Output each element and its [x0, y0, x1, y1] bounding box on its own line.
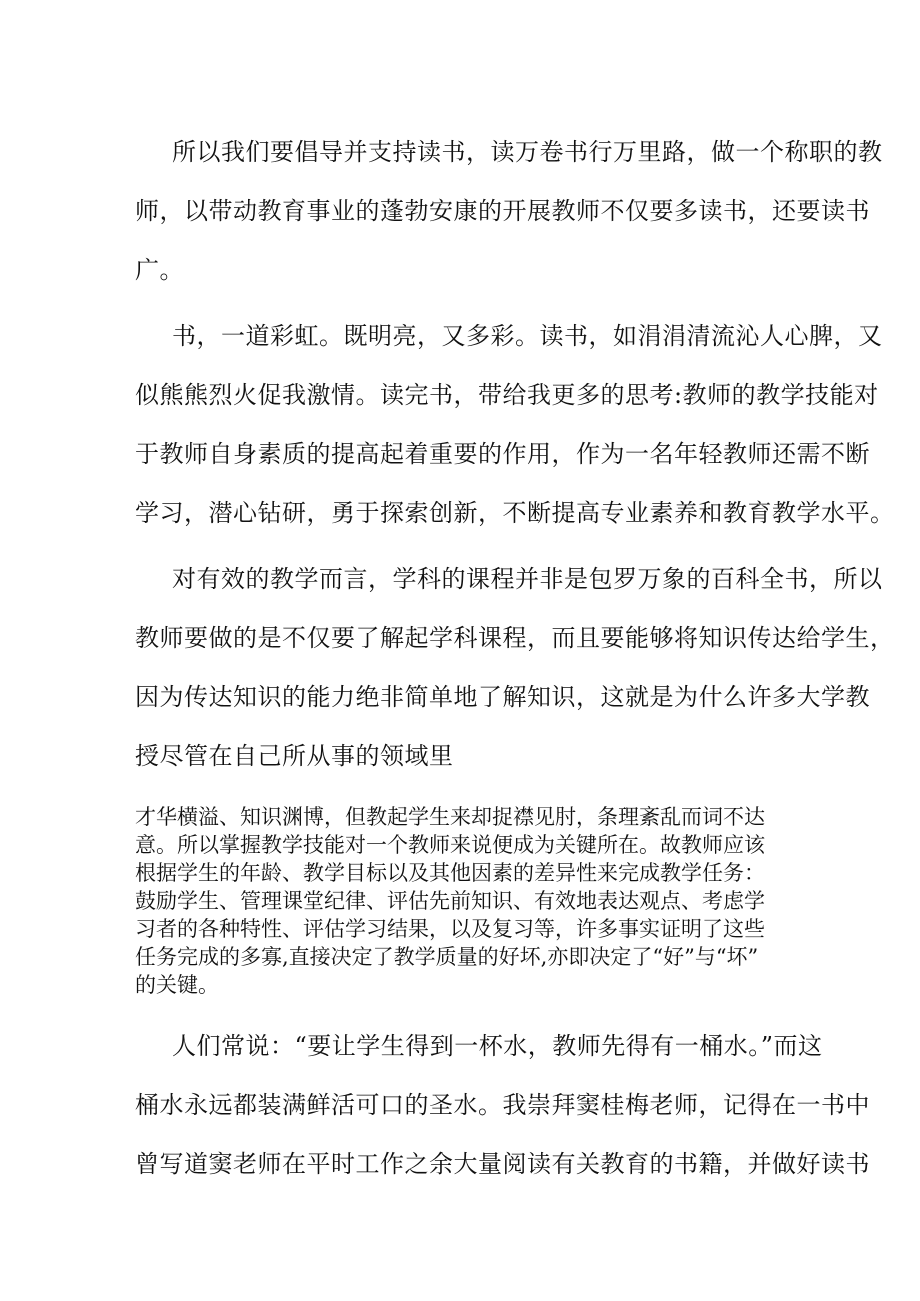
paragraph-5-line-1: 人们常说：“要让学生得到一杯水，教师先得有一桶水。”而这 [172, 1032, 823, 1060]
paragraph-1-line-3: 广。 [135, 256, 184, 284]
paragraph-3-line-4: 授尽管在自己所从事的领域里 [135, 742, 454, 770]
paragraph-2-line-3: 于教师自身素质的提高起着重要的作用，作为一名年轻教师还需不断 [135, 440, 870, 468]
paragraph-4-line-3: 根据学生的年龄、教学目标以及其他因素的差异性来完成教学任务： [135, 861, 765, 885]
paragraph-4-line-2: 意。所以掌握教学技能对一个教师来说便成为关键所在。故教师应该 [135, 833, 765, 857]
paragraph-5-line-3: 曾写道窦老师在平时工作之余大量阅读有关教育的书籍，并做好读书 [135, 1150, 870, 1178]
paragraph-2-line-1: 书，一道彩虹。既明亮，又多彩。读书，如涓涓清流沁人心脾，又 [172, 322, 883, 350]
paragraph-1-line-1: 所以我们要倡导并支持读书，读万卷书行万里路，做一个称职的教 [172, 138, 883, 166]
paragraph-4-line-7: 的关键。 [135, 973, 219, 997]
paragraph-1-line-2: 师，以带动教育事业的蓬勃安康的开展教师不仅要多读书，还要读书 [135, 197, 870, 225]
paragraph-4-block [135, 803, 785, 999]
paragraph-4-line-6: 任务完成的多寡,直接决定了教学质量的好坏,亦即决定了“好”与“坏” [135, 945, 759, 969]
paragraph-3-line-1: 对有效的教学而言，学科的课程并非是包罗万象的百科全书，所以 [172, 565, 883, 593]
paragraph-2-line-4: 学习，潜心钻研，勇于探索创新，不断提高专业素养和教育教学水平。 [135, 499, 895, 527]
paragraph-4-line-4: 鼓励学生、管理课堂纪律、评估先前知识、有效地表达观点、考虑学 [135, 889, 765, 913]
paragraph-5-line-2: 桶水永远都装满鲜活可口的圣水。我崇拜窦桂梅老师，记得在一书中 [135, 1091, 870, 1119]
paragraph-2-line-2: 似熊熊烈火促我激情。读完书，带给我更多的思考:教师的教学技能对 [135, 381, 879, 409]
paragraph-4-line-1: 才华横溢、知识渊博，但教起学生来却捉襟见肘，条理紊乱而词不达 [135, 805, 765, 829]
paragraph-4-line-5: 习者的各种特性、评估学习结果，以及复习等，许多事实证明了这些 [135, 917, 765, 941]
paragraph-3-line-2: 教师要做的是不仅要了解起学科课程，而且要能够将知识传达给学生， [135, 624, 895, 652]
paragraph-3-line-3: 因为传达知识的能力绝非简单地了解知识，这就是为什么许多大学教 [135, 683, 870, 711]
